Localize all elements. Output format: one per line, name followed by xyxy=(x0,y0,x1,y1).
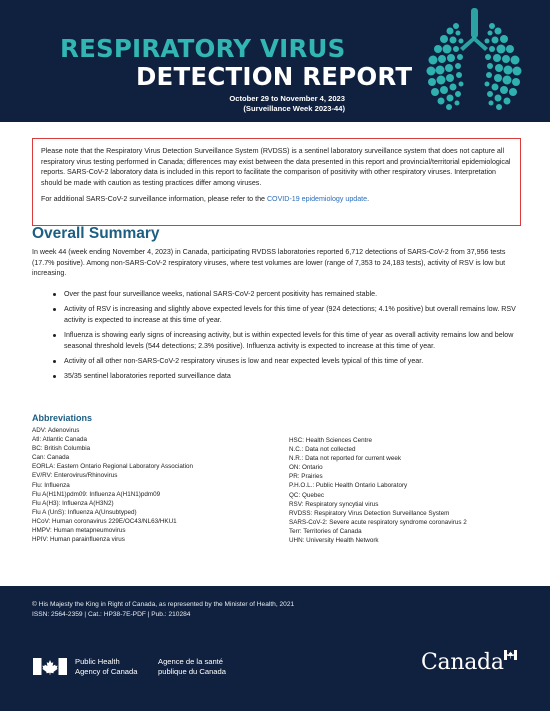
summary-bullets xyxy=(32,289,519,386)
agency-name-french xyxy=(158,657,226,676)
notice-box xyxy=(32,138,521,226)
agency-en-line2: Agency of Canada xyxy=(75,666,138,676)
abbreviation-item: Atl: Atlantic Canada xyxy=(32,436,87,444)
notice-prefix: For additional SARS-CoV-2 surveillance information, please refer to the xyxy=(41,195,267,204)
abbreviation-item: ADV: Adenovirus xyxy=(32,427,80,434)
copyright-text: © His Majesty the King in Right of Canada, as represented by the Minister of Health, 2021 xyxy=(32,601,295,608)
abbreviation-item: HCoV: Human coronavirus 229E/OC43/NL63/HKU1 xyxy=(32,517,177,525)
report-title-line2: DETECTION REPORT xyxy=(136,62,413,91)
abbreviation-item: SARS-CoV-2: Severe acute respiratory syndrome coronavirus 2 xyxy=(289,518,467,526)
report-header xyxy=(0,0,550,122)
wordmark-flag-icon xyxy=(504,650,517,660)
canada-flag-icon xyxy=(33,658,67,675)
agency-fr-line1: Agence de la santé xyxy=(158,657,224,666)
report-footer xyxy=(0,586,550,711)
surveillance-week: (Surveillance Week 2023-44) xyxy=(243,104,345,113)
bullet-item: Activity of all other non-SARS-CoV-2 respiratory viruses is low and near expected levels typical of this time of year. xyxy=(32,356,519,367)
date-range: October 29 to November 4, 2023 xyxy=(229,94,345,103)
abbreviation-item: EV/RV: Enterovirus/Rhinovirus xyxy=(32,472,118,480)
abbreviation-item: PR: Prairies xyxy=(289,473,323,481)
agency-fr-line2: publique du Canada xyxy=(158,666,226,676)
report-dates xyxy=(229,94,345,114)
copyright-block xyxy=(32,600,294,620)
abbreviation-item: RSV: Respiratory syncytial virus xyxy=(289,500,379,508)
abbreviation-item: N.C.: Data not collected xyxy=(289,446,356,454)
canada-wordmark: Canada xyxy=(421,650,504,675)
abbreviation-item: P.H.O.L.: Public Health Ontario Laboratory xyxy=(289,482,408,490)
abbreviation-item: QC: Quebec xyxy=(289,491,324,499)
abbreviations-left-column xyxy=(32,426,193,544)
summary-intro: In week 44 (week ending November 4, 2023) in Canada, participating RVDSS laboratories reported 6,712 detections of SARS-CoV-2 from 37,956 tests (17.7% positive). Among non-SARS-CoV-2 respiratory viruses, where test volumes are lower (range of 7,353 to 24,183 tests), activity of RSV is low but increasing. xyxy=(32,248,506,278)
agency-en-line1: Public Health xyxy=(75,657,120,666)
notice-suffix: . xyxy=(367,195,370,204)
abbreviation-item: BC: British Columbia xyxy=(32,445,91,453)
abbreviation-item: Terr: Territories of Canada xyxy=(289,527,362,535)
overall-summary-title: Overall Summary xyxy=(32,225,160,242)
abbreviation-item: UHN: University Health Network xyxy=(289,537,379,545)
abbreviations-right-column xyxy=(289,436,467,545)
covid-update-link[interactable]: COVID-19 epidemiology update xyxy=(266,195,368,204)
abbreviation-item: N.R.: Data not reported for current week xyxy=(289,455,401,463)
issn-text: ISSN: 2564-2359 | Cat.: HP38-7E-PDF | Pub.: 210284 xyxy=(32,611,191,618)
abbreviation-item: RVDSS: Respiratory Virus Detection Surveillance System xyxy=(289,509,450,517)
bullet-item: 35/35 sentinel laboratories reported surveillance data xyxy=(32,371,519,382)
bullet-item: Over the past four surveillance weeks, national SARS-CoV-2 percent positivity has remained stable. xyxy=(32,289,519,300)
report-title-line1: RESPIRATORY VIRUS xyxy=(60,34,346,63)
bullet-item: Influenza is showing early signs of increasing activity, but is within expected levels for this time of year as overall activity remains low and below seasonal threshold levels (544 detections; 2.3% positive). Influenza activity is expected to increase at this time of year. xyxy=(32,330,519,351)
abbreviation-item: Can: Canada xyxy=(32,454,70,462)
abbreviation-item: Flu A (UnS): Influenza A(Unsubtyped) xyxy=(32,508,137,516)
lungs-icon xyxy=(420,4,530,122)
abbreviation-item: HPIV: Human parainfluenza virus xyxy=(32,536,125,544)
abbreviation-item: Flu A(H1N1)pdm09: Influenza A(H1N1)pdm09 xyxy=(32,490,161,498)
notice-paragraph-1: Please note that the Respiratory Virus Detection Surveillance System (RVDSS) is a sentinel laboratory surveillance system that does not capture all respiratory virus testing performed in Canada; differences may exist between the data presented in this report and provincial/territorial epidemiological reports. SARS-CoV-2 laboratory data is included in this report to facilitate the comparison of positivity with other respiratory viruses. Interpretation should be made with caution as testing practices differ among viruses. xyxy=(41,147,511,187)
abbreviation-item: HSC: Health Sciences Centre xyxy=(289,437,372,444)
abbreviation-item: ON: Ontario xyxy=(289,464,323,472)
bullet-item: Activity of RSV is increasing and slightly above expected levels for this time of year (924 detections; 4.1% positive) but overall remains low. RSV activity is expected to increase at this time of year. xyxy=(32,304,519,325)
abbreviation-item: Flu A(H3): Influenza A(H3N2) xyxy=(32,499,114,507)
abbreviation-item: HMPV: Human metapneumovirus xyxy=(32,527,126,535)
notice-paragraph-2 xyxy=(41,194,512,205)
abbreviation-item: EORLA: Eastern Ontario Regional Laboratory Association xyxy=(32,463,194,471)
agency-name-english xyxy=(75,657,137,676)
abbreviations-title: Abbreviations xyxy=(32,413,93,423)
abbreviation-item: Flu: Influenza xyxy=(32,481,70,489)
